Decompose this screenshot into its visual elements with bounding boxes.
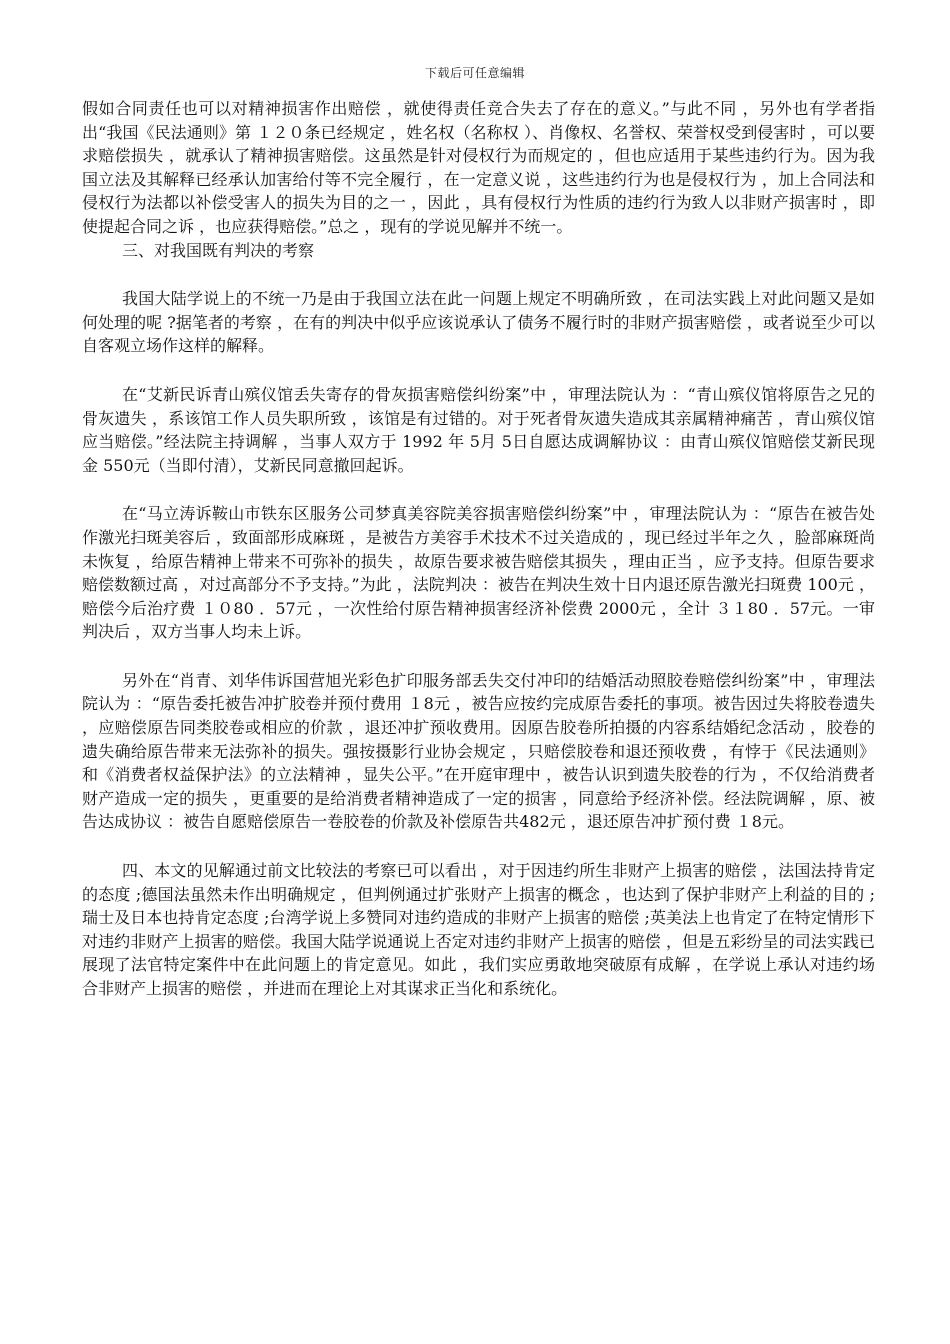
page-header: 下载后可任意编辑	[424, 66, 525, 80]
document-body	[82, 97, 875, 1001]
paragraph-continued: 假如合同责任也可以对精神损害作出赔偿 ，就使得责任竞合失去了存在的意义。”与此不同 ，另外也有学者指出“我国《民法通则》第 １２０条已经规定 ，姓名权（名称权 ）、肖像权、名誉权、荣誉权受到侵害时 ，可以要求赔偿损失 ，就承认了精神损害赔偿。这虽然是针对侵权行为而规定的 ，但也应适用于某些违约行为。因为我国立法及其解释已经承认加害给付等不完全履行 ，在一定意义说 ，这些违约行为也是侵权行为 ，加上合同法和侵权行为法都以补偿受害人的损失为目的之一 ，因此 ，具有侵权行为性质的违约行为致人以非财产损害时 ，即使提起合同之诉 ，也应获得赔偿。”总之 ，现有的学说见解并不统一。	[82, 99, 875, 236]
paragraph-case-2: 在“马立涛诉鞍山市铁东区服务公司梦真美容院美容损害赔偿纠纷案”中 ，审理法院认为 ：“原告在被告处作激光扫斑美容后 ，致面部形成麻斑 ，是被告方美容手术技术不过关造成的 ，现已经过半年之久 ，脸部麻斑尚未恢复 ，给原告精神上带来不可弥补的损失 ，故原告要求被告赔偿其损失 ，理由正当 ，应予支持。但原告要求赔偿数额过高 ，对过高部分不予支持。”为此 ，法院判决 ：被告在判决生效十日内退还原告激光扫斑费 100元 ，赔偿今后治疗费 １０80 ．57元 ，一次性给付原告精神损害经济补偿费 2000元 ，全计 ３１80 ．57元。一审判决后 ，双方当事人均未上诉。	[82, 504, 875, 642]
paragraph-section-4: 四、本文的见解通过前文比较法的考察已可以看出 ，对于因违约所生非财产上损害的赔偿 ，法国法持肯定的态度 ;德国法虽然未作出明确规定 ，但判例通过扩张财产上损害的概念 ，也达到了保护非财产上利益的目的 ;瑞士及日本也持肯定态度 ;台湾学说上多赞同对违约造成的非财产上损害的赔偿 ;英美法上也肯定了在特定情形下对违约非财产上损害的赔偿。我国大陆学说通说上否定对违约非财产上损害的赔偿 ，但是五彩纷呈的司法实践已展现了法官特定案件中在此问题上的肯定意见。如此 ，我们实应勇敢地突破原有成解 ，在学说上承认对违约场合非财产上损害的赔偿 ，并进而在理论上对其谋求正当化和系统化。	[82, 861, 875, 998]
paragraph-case-3: 另外在“肖青、刘华伟诉国营旭光彩色扩印服务部丢失交付冲印的结婚活动照胶卷赔偿纠纷案”中 ，审理法院认为 ：“原告委托被告冲扩胶卷并预付费用 １8元 ，被告应按约完成原告委托的事项。被告因过失将胶卷遗失 ，应赔偿原告同类胶卷或相应的价款 ，退还冲扩预收费用。因原告胶卷所拍摄的内容系结婚纪念活动 ，胶卷的遗失确给原告带来无法弥补的损失。强按摄影行业协会规定 ，只赔偿胶卷和退还预收费 ，有悖于《民法通则》和《消费者权益保护法》的立法精神 ，显失公平。”在开庭审理中 ，被告认识到遗失胶卷的行为 ，不仅给消费者财产造成一定的损失 ，更重要的是给消费者精神造成了一定的损害 ，同意给予经济补偿。经法院调解 ，原、被告达成协议 ：被告自愿赔偿原告一卷胶卷的价款及补偿原告共482元 ，退还原告冲扩预付费 １8元。	[82, 670, 875, 832]
paragraph-intro: 我国大陆学说上的不统一乃是由于我国立法在此一问题上规定不明确所致 ，在司法实践上对此问题又是如何处理的呢 ?据笔者的考察 ，在有的判决中似乎应该说承认了债务不履行时的非财产损害赔偿 ，或者说至少可以自客观立场作这样的解释。	[82, 289, 875, 356]
paragraph-case-1: 在“艾新民诉青山殡仪馆丢失寄存的骨灰损害赔偿纠纷案”中 ，审理法院认为 ：“青山殡仪馆将原告之兄的骨灰遗失 ，系该馆工作人员失职所致 ，该馆是有过错的。对于死者骨灰遗失造成其亲属精神痛苦 ，青山殡仪馆应当赔偿。”经法院主持调解 ，当事人双方于 1992 年 5月 5日自愿达成调解协议 ：由青山殡仪馆赔偿艾新民现金 550元（当即付清），艾新民同意撤回起诉。	[82, 384, 875, 475]
section-heading-3: 三、对我国既有判决的考察	[122, 240, 315, 260]
